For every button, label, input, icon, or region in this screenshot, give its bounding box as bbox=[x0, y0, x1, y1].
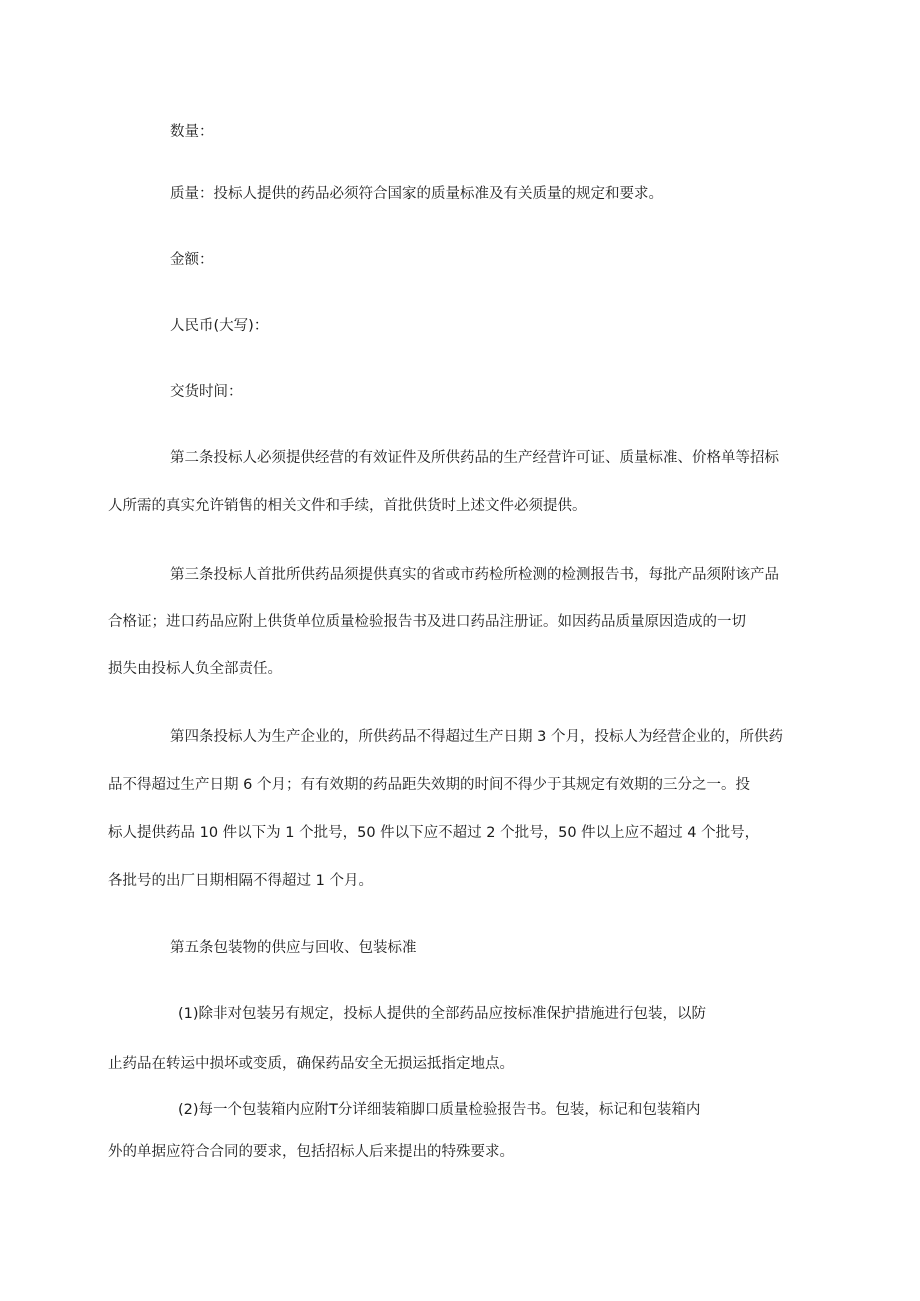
article3-line: 合格证；进口药品应附上供货单位质量检验报告书及进口药品注册证。如因药品质量原因造成的一切 bbox=[108, 614, 746, 630]
field-amount: 金额： bbox=[170, 252, 214, 268]
field-quality: 质量：投标人提供的药品必须符合国家的质量标准及有关质量的规定和要求。 bbox=[170, 186, 663, 202]
article5-title: 第五条包装物的供应与回收、包装标准 bbox=[170, 940, 417, 956]
field-quantity: 数量： bbox=[170, 124, 214, 140]
article4-line: 标人提供药品 10 件以下为 1 个批号，50 件以下应不超过 2 个批号，50 件以上应不超过 4 个批号， bbox=[108, 825, 760, 841]
article4-line: 品不得超过生产日期 6 个月；有有效期的药品距失效期的时间不得少于其规定有效期的三分之一。投 bbox=[108, 777, 750, 793]
article4-line: 第四条投标人为生产企业的，所供药品不得超过生产日期 3 个月，投标人为经营企业的，所供药 bbox=[170, 729, 783, 745]
field-rmb: 人民币(大写)： bbox=[170, 318, 269, 334]
article5-item2-line: 外的单据应符合合同的要求，包括招标人后来提出的特殊要求。 bbox=[108, 1144, 514, 1160]
article5-item1-line: (1)除非对包装另有规定，投标人提供的全部药品应按标准保护措施进行包装，以防 bbox=[178, 1006, 707, 1022]
article2-line: 人所需的真实允许销售的相关文件和手续，首批供货时上述文件必须提供。 bbox=[108, 498, 587, 514]
article5-item1-line: 止药品在转运中损坏或变质，确保药品安全无损运抵指定地点。 bbox=[108, 1056, 514, 1072]
field-delivery-time: 交货时间： bbox=[170, 384, 243, 400]
article2-line: 第二条投标人必须提供经营的有效证件及所供药品的生产经营许可证、质量标准、价格单等招标 bbox=[170, 450, 779, 466]
article4-line: 各批号的出厂日期相隔不得超过 1 个月。 bbox=[108, 873, 373, 889]
article3-line: 第三条投标人首批所供药品须提供真实的省或市药检所检测的检测报告书，每批产品须附该产品 bbox=[170, 567, 779, 583]
article3-line: 损失由投标人负全部责任。 bbox=[108, 661, 282, 677]
article5-item2-line: (2)每一个包装箱内应附T分详细装箱脚口质量检验报告书。包装，标记和包装箱内 bbox=[178, 1102, 701, 1118]
